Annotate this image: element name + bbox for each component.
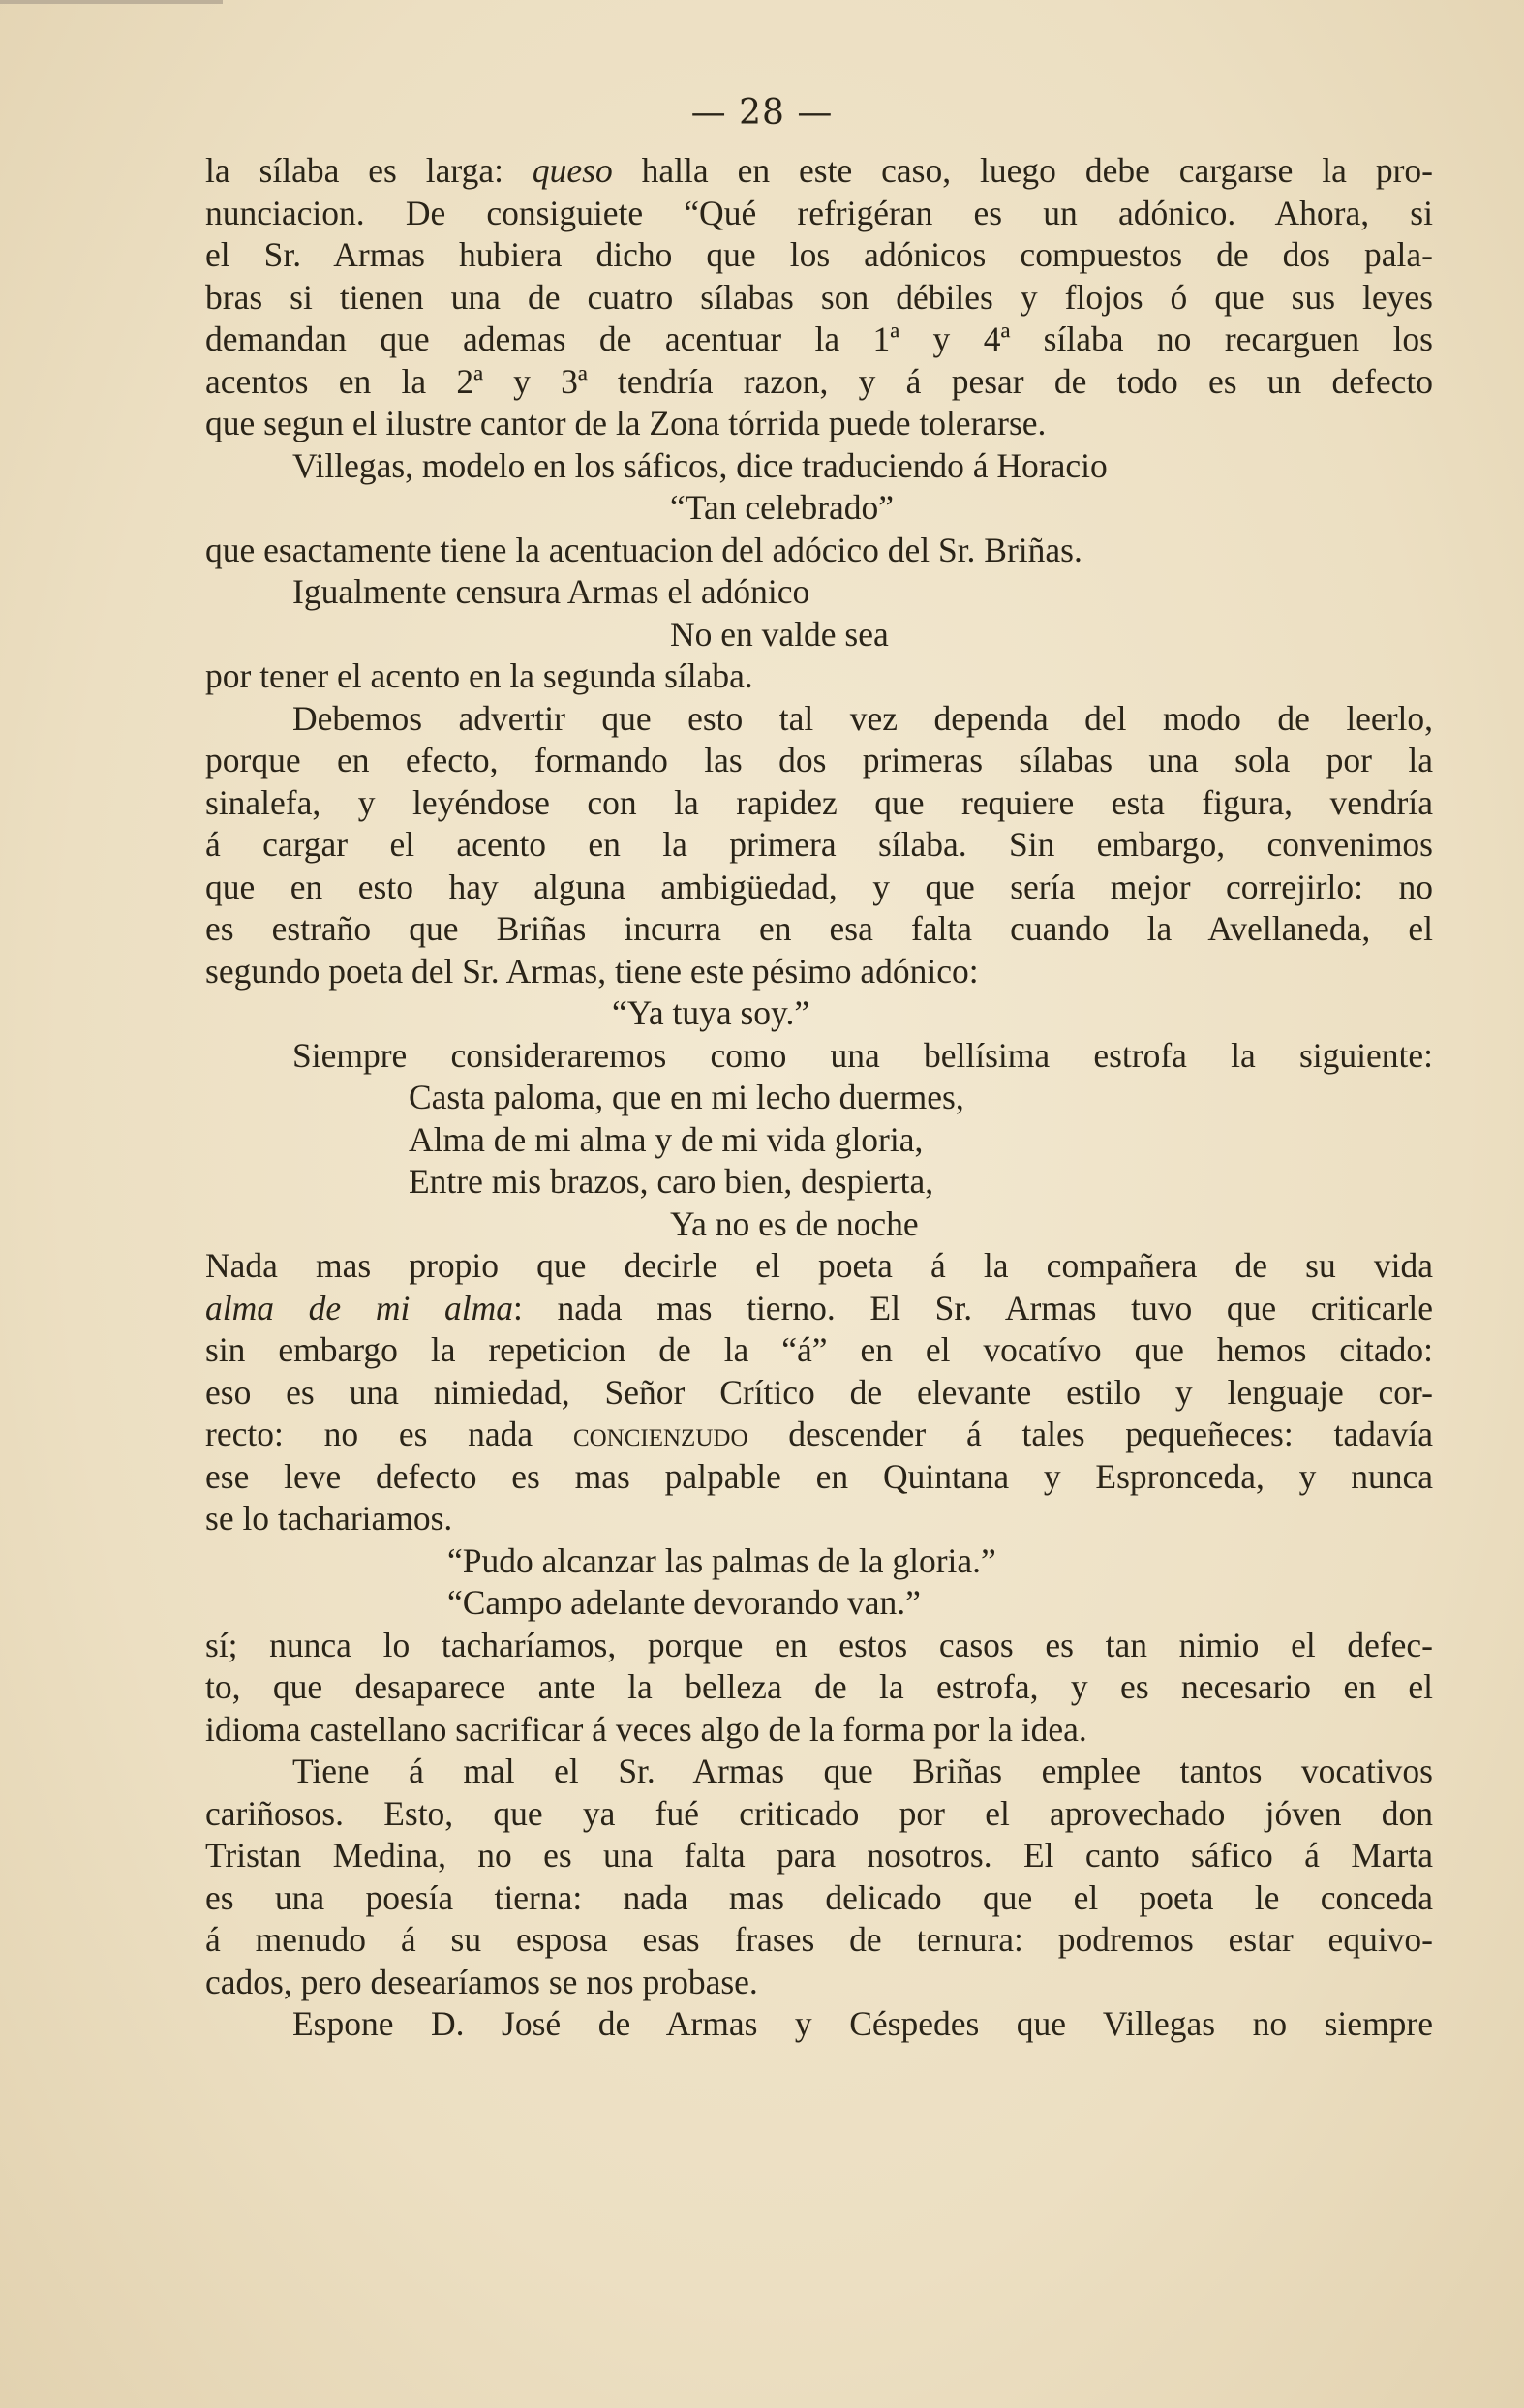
text-line (205, 487, 1433, 530)
text-line (205, 867, 1433, 909)
text-run: : nada mas tierno. El Sr. Armas tuvo que criticarle (513, 1288, 1433, 1327)
text-run: que en esto hay alguna ambigüedad, y que sería mejor correjirlo: no (205, 867, 1433, 906)
text-line (205, 1877, 1433, 1920)
text-run: es estraño que Briñas incurra en esa falta cuando la Avellaneda, el (205, 909, 1433, 948)
text-line (205, 951, 1433, 993)
text-run: porque en efecto, formando las dos primeras sílabas una sola por la (205, 741, 1433, 779)
text-line (205, 655, 1433, 698)
text-run: No en valde sea (670, 614, 889, 654)
text-run: Igualmente censura Armas el adónico (292, 572, 810, 611)
text-run: recto: no es nada (205, 1415, 573, 1453)
text-run: Tristan Medina, no es una falta para nosotros. El canto sáfico á Marta (205, 1836, 1433, 1875)
text-run: sí; nunca lo tacharíamos, porque en estos casos es tan nimio el defec- (205, 1625, 1433, 1664)
scan-edge-mark (0, 0, 223, 4)
text-run: Ya no es de noche (670, 1204, 919, 1243)
text-run: “Ya tuya soy.” (612, 993, 810, 1032)
text-line (205, 571, 1433, 614)
text-run: es una poesía tierna: nada mas delicado que el poeta le conceda (205, 1877, 1433, 1917)
text-run: Tiene á mal el Sr. Armas que Briñas emplee tantos vocativos (292, 1752, 1433, 1790)
text-line (205, 1372, 1433, 1415)
text-line (205, 1962, 1433, 2004)
text-line (205, 824, 1433, 867)
text-run: idioma castellano sacrificar á veces algo de la forma por la idea. (205, 1709, 1087, 1749)
text-line (205, 1077, 1433, 1119)
text-line (205, 234, 1433, 277)
text-line (205, 1119, 1433, 1162)
text-run: halla en este caso, luego debe cargarse la pro- (612, 151, 1433, 190)
text-line (205, 1919, 1433, 1962)
text-line (205, 1035, 1433, 1078)
small-caps-text: concienzudo (572, 1415, 748, 1453)
text-run: por tener el acento en la segunda sílaba. (205, 656, 753, 695)
text-line (205, 1456, 1433, 1499)
text-run: “Pudo alcanzar las palmas de la gloria.” (447, 1540, 996, 1580)
text-run: el Sr. Armas hubiera dicho que los adónicos compuestos de dos pala- (205, 235, 1433, 274)
text-line (205, 1204, 1433, 1246)
text-line (205, 150, 1433, 193)
text-run: á cargar el acento en la primera sílaba. Sin embargo, convenimos (205, 825, 1433, 864)
text-run: Alma de mi alma y de mi vida gloria, (409, 1119, 924, 1159)
italic-text: queso (532, 151, 613, 190)
text-run: “Campo adelante devorando van.” (447, 1583, 921, 1622)
text-line (205, 1161, 1433, 1204)
text-run: se lo tachariamos. (205, 1499, 453, 1538)
text-line (205, 361, 1433, 404)
text-line (205, 1582, 1433, 1625)
text-run: descender á tales pequeñeces: tadavía (747, 1415, 1433, 1453)
text-line (205, 193, 1433, 235)
text-line (205, 1666, 1433, 1709)
text-line (205, 1414, 1433, 1456)
body-text (205, 150, 1433, 2046)
text-line (205, 1709, 1433, 1752)
text-line (205, 403, 1433, 445)
text-run: Entre mis brazos, caro bien, despierta, (409, 1162, 934, 1201)
text-run: to, que desaparece ante la belleza de la estrofa, y es necesario en el (205, 1667, 1433, 1706)
text-line (205, 740, 1433, 782)
text-run: Casta paloma, que en mi lecho duermes, (409, 1078, 964, 1116)
text-run: “Tan celebrado” (670, 488, 895, 527)
text-line (205, 782, 1433, 825)
text-line (205, 908, 1433, 951)
text-line (205, 319, 1433, 361)
text-line (205, 1329, 1433, 1372)
text-run: que segun el ilustre cantor de la Zona tórrida puede tolerarse. (205, 404, 1047, 442)
text-line (205, 445, 1433, 488)
text-run: sin embargo la repeticion de la “á” en el vocatívo que hemos citado: (205, 1330, 1433, 1369)
text-line (205, 1793, 1433, 1836)
text-run: Debemos advertir que esto tal vez dependa del modo de leerlo, (292, 698, 1433, 738)
text-run: que esactamente tiene la acentuacion del adócico del Sr. Briñas. (205, 530, 1082, 569)
text-line (205, 1288, 1433, 1330)
text-run: bras si tienen una de cuatro sílabas son débiles y flojos ó que sus leyes (205, 277, 1433, 317)
text-run: Nada mas propio que decirle el poeta á la compañera de su vida (205, 1246, 1433, 1285)
page-number: — 28 — (690, 93, 834, 133)
text-run: segundo poeta del Sr. Armas, tiene este pésimo adónico: (205, 951, 979, 991)
text-line (205, 698, 1433, 741)
text-line (205, 2003, 1433, 2046)
text-line (205, 277, 1433, 320)
text-run: ese leve defecto es mas palpable en Quintana y Espronceda, y nunca (205, 1456, 1433, 1496)
text-run: sinalefa, y leyéndose con la rapidez que requiere esta figura, vendría (205, 782, 1433, 822)
text-run: cados, pero desearíamos se nos probase. (205, 1962, 758, 2001)
text-run: Villegas, modelo en los sáficos, dice traduciendo á Horacio (292, 445, 1108, 485)
text-run: Siempre consideraremos como una bellísima estrofa la siguiente: (292, 1035, 1433, 1075)
italic-text: alma de mi alma (205, 1288, 514, 1327)
text-line (205, 992, 1433, 1035)
text-run: la sílaba es larga: (205, 151, 533, 190)
text-run: á menudo á su esposa esas frases de ternura: podremos estar equivo- (205, 1920, 1433, 1959)
text-line (205, 1835, 1433, 1877)
text-run: demandan que ademas de acentuar la 1ª y 4ª sílaba no recarguen los (205, 320, 1433, 358)
text-line (205, 1498, 1433, 1540)
text-run: cariñosos. Esto, que ya fué criticado por el aprovechado jóven don (205, 1793, 1433, 1833)
text-line (205, 614, 1433, 656)
text-line (205, 1625, 1433, 1667)
text-line (205, 530, 1433, 572)
text-line (205, 1751, 1433, 1793)
text-line (205, 1540, 1433, 1583)
text-line (205, 1245, 1433, 1288)
text-run: eso es una nimiedad, Señor Crítico de elevante estilo y lenguaje cor- (205, 1372, 1433, 1412)
text-run: nunciacion. De consiguiete “Qué refrigéran es un adónico. Ahora, si (205, 193, 1433, 232)
text-run: Espone D. José de Armas y Céspedes que Villegas no siempre (292, 2004, 1433, 2043)
text-run: acentos en la 2ª y 3ª tendría razon, y á pesar de todo es un defecto (205, 361, 1433, 401)
